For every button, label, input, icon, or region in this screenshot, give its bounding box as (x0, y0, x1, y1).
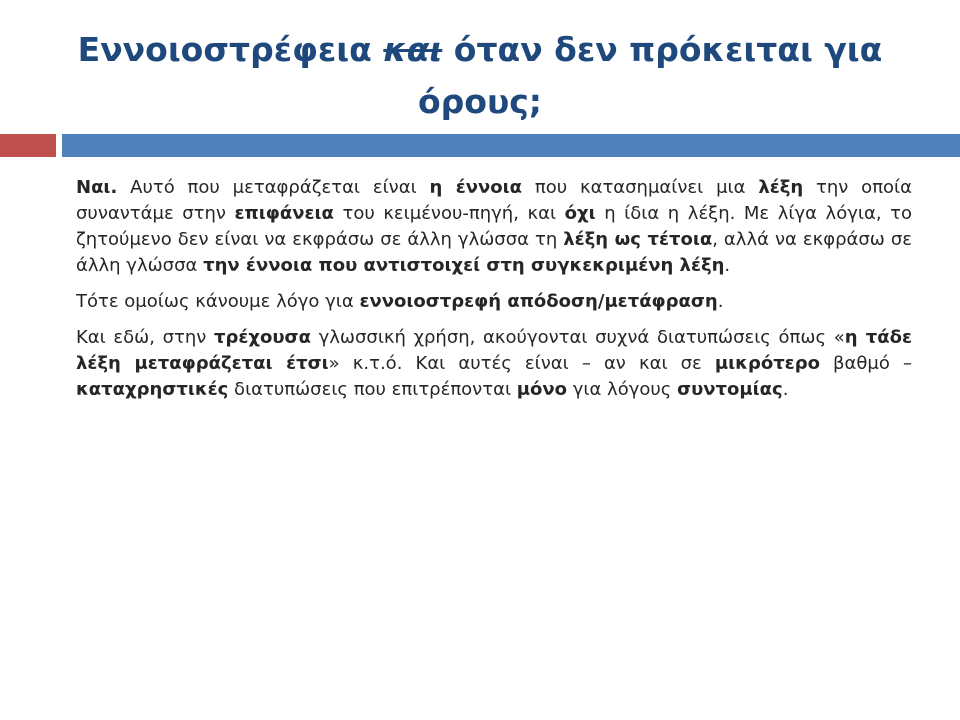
accent-bar-right (62, 134, 960, 157)
bold-text-segment: όχι (564, 203, 596, 224)
text-segment: βαθμό – (819, 353, 912, 374)
bold-text-segment: λέξη (758, 177, 804, 198)
slide-body (76, 175, 912, 413)
text-segment: . (782, 379, 789, 400)
text-segment: » κ.τ.ό. Και αυτές είναι – αν και σε (328, 353, 715, 374)
bold-text-segment: μόνο (516, 379, 567, 400)
slide-title (60, 24, 900, 128)
text-segment: . (717, 291, 724, 312)
bold-text-segment: συντομίας (677, 379, 783, 400)
bold-text-segment: η έννοια (429, 177, 523, 198)
text-segment: την οποία συναντάμε στην (76, 177, 912, 224)
bold-text-segment: η τάδε λέξη μεταφράζεται έτσι (76, 327, 912, 374)
text-segment: διατυπώσεις που επιτρέπονται (228, 379, 517, 400)
text-segment: Και εδώ, στην (76, 327, 215, 348)
text-segment: Αυτό που μεταφράζεται είναι (117, 177, 430, 198)
text-segment: για λόγους (567, 379, 678, 400)
title-struck-word: και (383, 30, 443, 69)
bold-text-segment: λέξη ως τέτοια (563, 229, 713, 250)
bold-text-segment: καταχρηστικές (76, 379, 229, 400)
paragraph-2 (76, 289, 912, 315)
bold-text-segment: εννοιοστρεφή απόδοση/μετάφραση (359, 291, 718, 312)
text-segment: του κειμένου-πηγή, και (333, 203, 565, 224)
text-segment: γλωσσική χρήση, ακούγονται συχνά διατυπώσεις όπως « (310, 327, 845, 348)
text-segment: . (724, 255, 731, 276)
text-segment: Τότε ομοίως κάνουμε λόγο για (76, 291, 360, 312)
text-segment: η ίδια η λέξη. Με λίγα λόγια, το ζητούμενο δεν είναι να εκφράσω σε άλλη γλώσσα τη (76, 203, 912, 250)
paragraph-1 (76, 175, 912, 279)
accent-bar-left (0, 134, 56, 157)
text-segment: που κατασημαίνει μια (522, 177, 759, 198)
bold-text-segment: τρέχουσα (214, 327, 311, 348)
bold-text-segment: επιφάνεια (234, 203, 334, 224)
title-part-1: Εννοιοστρέφεια (77, 30, 384, 69)
bold-text-segment: την έννοια που αντιστοιχεί στη συγκεκριμένη λέξη (203, 255, 725, 276)
paragraph-3 (76, 325, 912, 403)
text-segment: , αλλά να εκφράσω σε άλλη γλώσσα (76, 229, 912, 276)
bold-text-segment: Ναι. (76, 177, 118, 198)
title-part-2: όταν δεν πρόκειται για όρους; (417, 30, 883, 121)
bold-text-segment: μικρότερο (714, 353, 820, 374)
